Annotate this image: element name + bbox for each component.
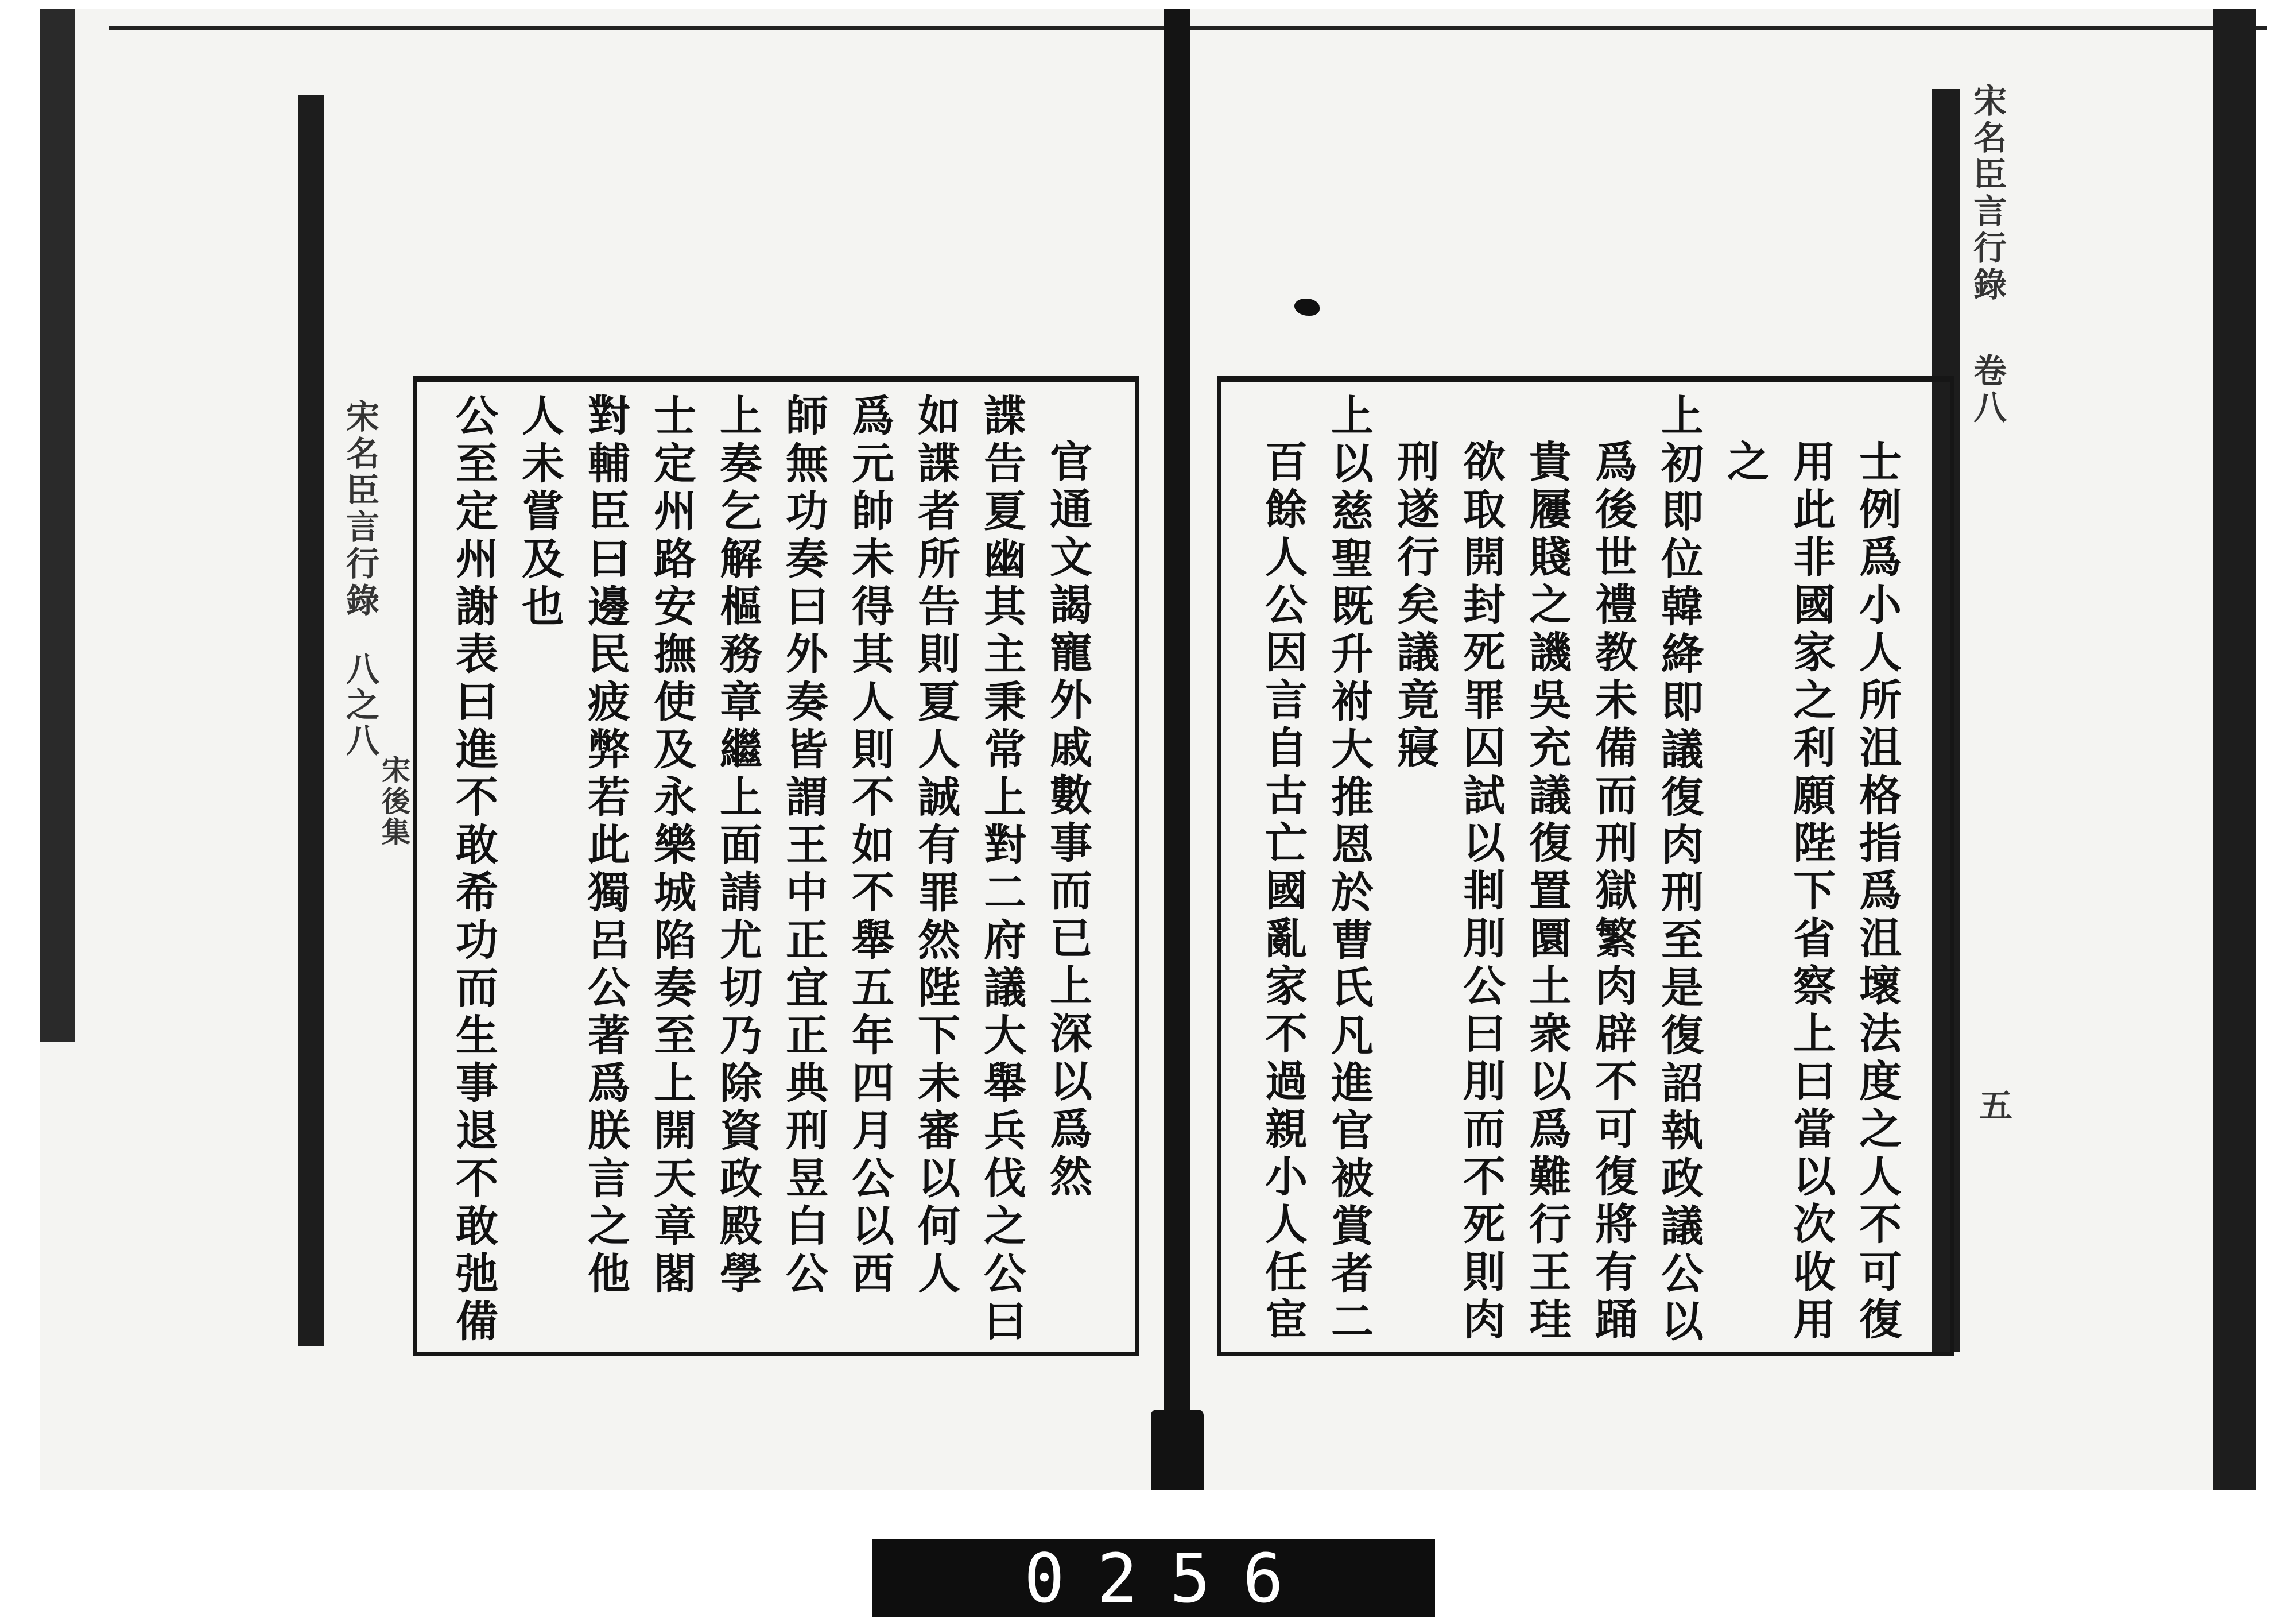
text-column: 上以慈聖既升祔大推恩於曹氏凡進官被賞者二	[1324, 393, 1374, 1346]
right-margin-volume: 卷八	[1968, 353, 2007, 427]
book-spread	[40, 9, 2256, 1490]
book-spine	[1164, 9, 1190, 1444]
right-outer-edge	[2213, 9, 2256, 1490]
text-column: 官通文謁寵外戚數事而已上深以爲然	[1043, 439, 1092, 1202]
text-column: 士例爲小人所沮格指爲沮壞法度之人不可復	[1852, 439, 1902, 1345]
left-outer-edge	[40, 9, 75, 1042]
text-column: 士定州路安撫使及永樂城陷奏至上開天章閣	[647, 393, 696, 1299]
text-column: 爲後世禮教未備而刑獄繁肉辟不可復將有踊	[1588, 439, 1638, 1345]
ink-smudge	[1294, 299, 1320, 316]
left-margin-title: 宋名臣言行錄	[340, 399, 379, 620]
left-margin-volume: 八之八	[340, 652, 379, 758]
right-text-frame	[1217, 376, 1954, 1356]
text-column: 刑遂行矣議竟寢	[1390, 439, 1440, 773]
text-column: 爲元帥未得其人則不如不舉五年四月公以西	[845, 393, 894, 1299]
microfilm-frame-tag	[872, 1539, 1435, 1617]
right-folio-number: 五	[1973, 1088, 2012, 1121]
text-column: 貴屨賤之譏吳充議復置圜土衆以爲難行王珪	[1522, 439, 1572, 1345]
text-column: 欲取開封死罪囚試以剕刖公曰刖而不死則肉	[1456, 439, 1506, 1345]
text-column: 上初即位韓絳即議復肉刑至是復詔執政議公以	[1654, 393, 1704, 1346]
left-margin-series: 宋後集	[377, 755, 411, 848]
frame-number: 0256	[1023, 1538, 1316, 1618]
spine-clamp	[1151, 1410, 1204, 1490]
text-column: 人未嘗及也	[515, 393, 564, 632]
text-column: 之	[1720, 439, 1770, 487]
left-page-edge	[298, 95, 324, 1346]
text-column: 如諜者所告則夏人誠有罪然陛下未審以何人	[911, 393, 960, 1299]
text-column: 上奏乞解樞務章繼上面請尤切乃除資政殿學	[713, 393, 762, 1299]
text-column: 用此非國家之利願陛下省察上曰當以次收用	[1786, 439, 1836, 1345]
text-column: 諜告夏幽其主秉常上對二府議大舉兵伐之公曰	[977, 393, 1026, 1346]
text-column: 公至定州謝表曰進不敢希功而生事退不敢弛備	[449, 393, 498, 1346]
text-column: 對輔臣曰邊民疲弊若此獨呂公著爲朕言之他	[581, 393, 630, 1299]
text-column: 百餘人公因言自古亡國亂家不過親小人任宦	[1258, 439, 1308, 1345]
left-text-frame	[413, 376, 1139, 1356]
text-column: 師無功奏曰外奏皆謂王中正宜正典刑昱白公	[779, 393, 828, 1299]
right-margin-title: 宋名臣言行錄	[1968, 83, 2007, 304]
